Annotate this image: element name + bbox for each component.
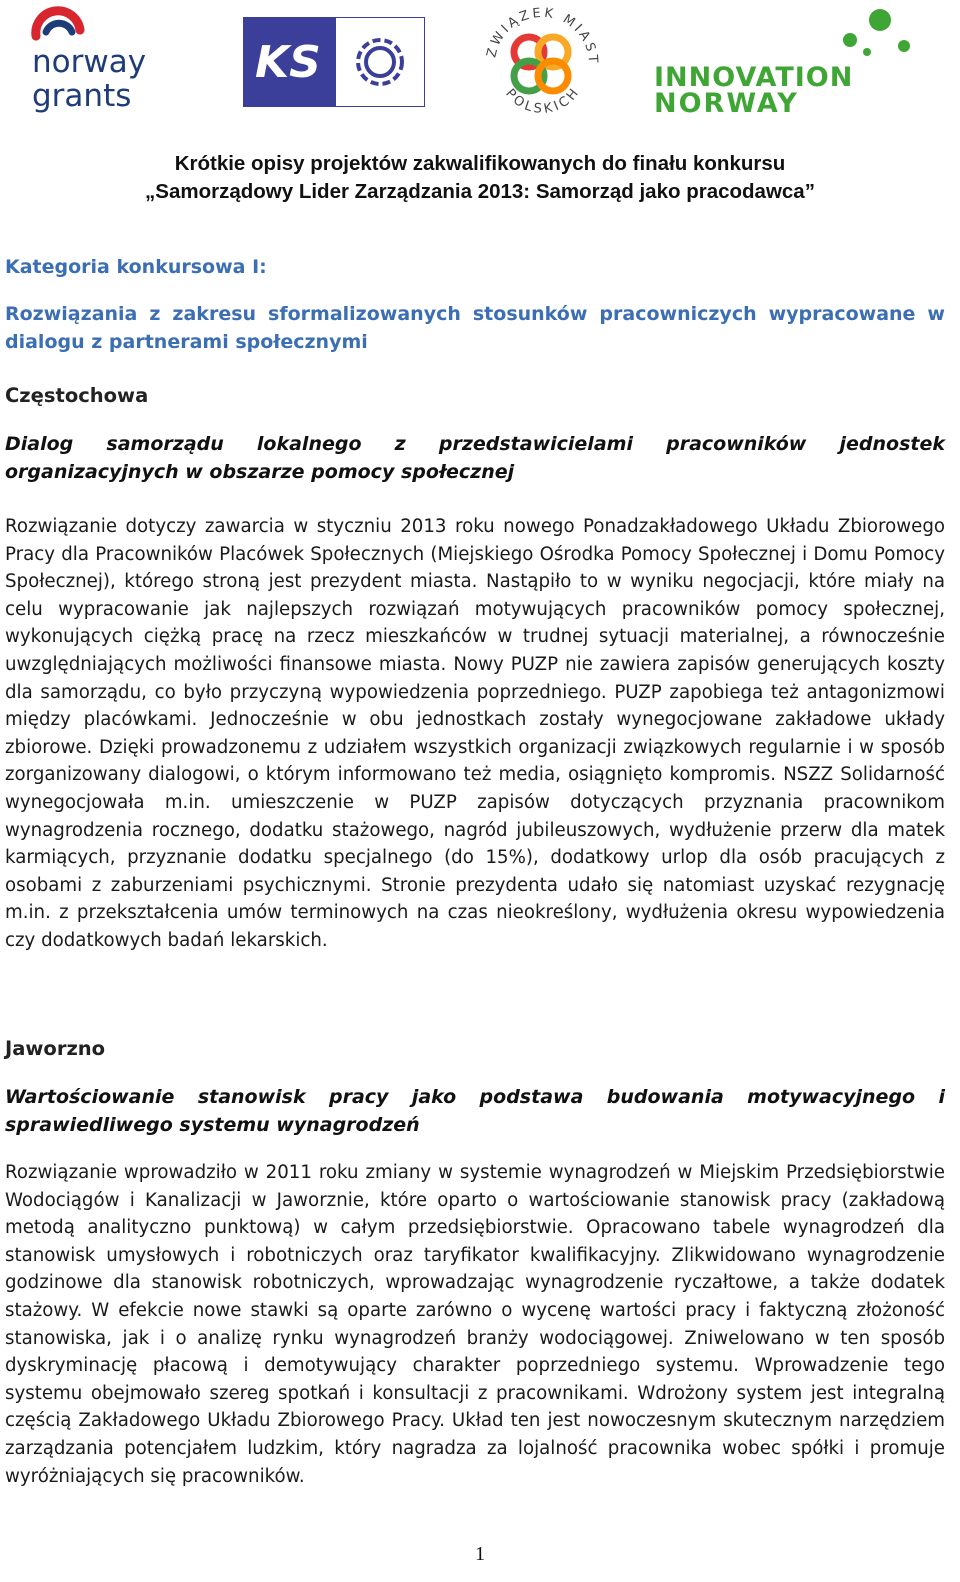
document-title-line1: Krótkie opisy projektów zakwalifikowanych do finału konkursu: [174, 152, 786, 175]
svg-text:norway: norway: [32, 44, 147, 80]
svg-text:KS: KS: [255, 37, 321, 88]
document-title-line2: „Samorządowy Lider Zarządzania 2013: Samorząd jako pracodawca”: [145, 180, 815, 203]
project-description: Rozwiązanie wprowadziło w 2011 roku zmiany w systemie wynagrodzeń w Miejskim Przedsiębiorstwie Wodociągów i Kanalizacji w Jaworznie, które oparto o wartościowanie stanowisk pracy (zakładową metodą analityczno punktową) w całym przedsiębiorstwie. Opracowano tabele wynagrodzeń dla stanowisk umysłowych i robotniczych oraz taryfikator kwalifikacyjny. Zlikwidowano wynagrodzenie godzinowe dla stanowisk robotniczych, wprowadzając wynagrodzenie ryczałtowe, a także dodatek stażowy. W efekcie nowe stawki są oparte zarówno o wycenę wartości pracy i faktyczną złożoność stanowiska, jak i o analizę rynku wynagrodzeń branży wodociągowej. Zniwelowano w ten sposób dyskryminację płacową i demotywujący charakter poprzedniego systemu. Wprowadzenie tego systemu obejmowało szereg spotkań i konsultacji z pracownikami. Wdrożony system jest integralną częścią Zakładowego Układu Zbiorowego Pracy. Układ ten jest nowoczesnym skutecznym narzędziem zarządzania potencjałem ludzkim, który nagradza za lojalność pracownika wobec spółki i promuje wyróżniających się pracowników.: [5, 1162, 945, 1487]
category-label: Kategoria konkursowa I:: [5, 256, 267, 278]
innovation-norway-logo: [652, 0, 927, 118]
norway-grants-logo: [30, 6, 195, 114]
svg-text:INNOVATION: INNOVATION: [654, 62, 854, 93]
city-heading: Częstochowa: [5, 384, 149, 407]
zwiazek-miast-polskich-logo: [477, 2, 607, 126]
project-description: Rozwiązanie dotyczy zawarcia w styczniu 2013 roku nowego Ponadzakładowego Układu Zbiorowego Pracy dla Pracowników Placówek Społecznych (Miejskiego Ośrodka Pomocy Społecznej i Domu Pomocy Społecznej), którego stroną jest prezydent miasta. Nastąpiło to w wyniku negocjacji, które miały na celu wypracowanie jak najlepszych rozwiązań motywujących pracowników pomocy społecznej, wykonujących ciężką pracę na rzecz mieszkańców w trudnej sytuacji materialnej, a równocześnie uwzględniających możliwości finansowe miasta. Nowy PUZP nie zawiera zapisów generujących koszty dla samorządu, co było przyczyną wypowiedzenia poprzedniego. PUZP zapobiega też antagonizmowi między placówkami. Jednocześnie w obu jednostkach zostały wynegocjowane zakładowe układy zbiorowe. Dzięki prowadzonemu z udziałem wszystkich organizacji związkowych regularnie i w sposób zorganizowany dialogowi, o którym informowano też media, osiągnięto kompromis. NSZZ Solidarność wynegocjowała m.in. umieszczenie w PUZP zapisów dotyczących przyznania pracownikom wynagrodzenia rocznego, dodatku stażowego, nagród jubileuszowych, wydłużenie przerw dla matek karmiących, przyznanie dodatku specjalnego (do 15%), dodatkowy urlop dla osób pracujących z osobami z zaburzeniami psychicznymi. Stronie prezydenta udało się natomiast uzyskać rezygnację m.in. z przekształcenia umów terminowych na czas nieokreślony, wydłużenia okresu wypowiedzenia czy dodatkowych badań lekarskich.: [5, 516, 945, 951]
logo-bar: [0, 0, 960, 130]
project-title: Wartościowanie stanowisk pracy jako podstawa budowania motywacyjnego i sprawiedliwego systemu wynagrodzeń: [5, 1086, 945, 1136]
document-title: [0, 150, 960, 206]
page-number: 1: [475, 1543, 485, 1565]
svg-text:NORWAY: NORWAY: [654, 88, 799, 118]
category-title: Rozwiązania z zakresu sformalizowanych stosunków pracowniczych wypracowane w dialogu z partnerami społecznymi: [5, 303, 945, 353]
city-heading: Jaworzno: [5, 1037, 106, 1060]
svg-text:grants: grants: [32, 78, 132, 114]
ks-logo: [243, 17, 425, 107]
svg-text:POLSKICH: POLSKICH: [502, 84, 584, 117]
project-title: Dialog samorządu lokalnego z przedstawicielami pracowników jednostek organizacyjnych w obszarze pomocy społecznej: [5, 433, 945, 483]
svg-text:ZWIĄZEK MIAST: ZWIĄZEK MIAST: [484, 5, 601, 67]
